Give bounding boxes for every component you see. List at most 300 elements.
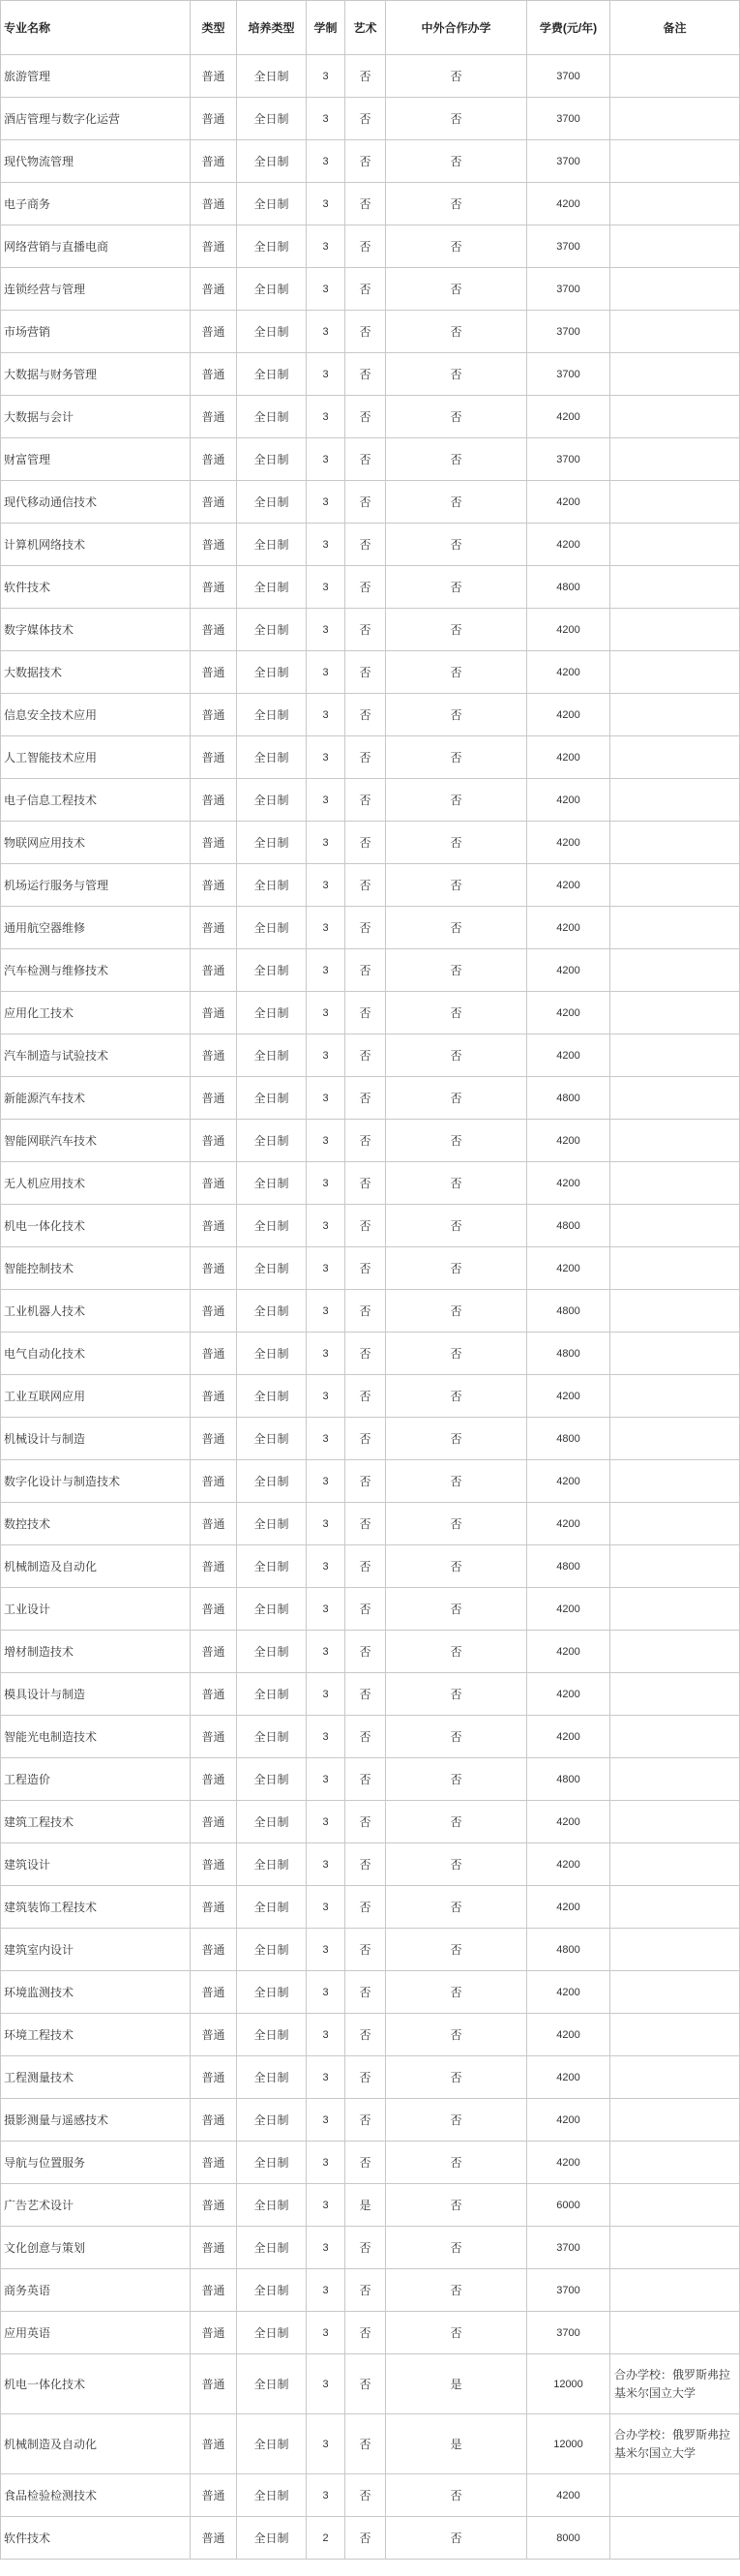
cell-note: 合办学校：俄罗斯弗拉基米尔国立大学 [610, 2414, 740, 2474]
cell-coop: 否 [386, 822, 527, 864]
cell-coop: 否 [386, 1034, 527, 1077]
cell-length: 3 [307, 2142, 345, 2184]
cell-art: 否 [345, 2414, 386, 2474]
cell-fee: 4200 [527, 949, 610, 992]
cell-fee: 4200 [527, 1247, 610, 1290]
cell-length: 3 [307, 1631, 345, 1673]
cell-length: 3 [307, 992, 345, 1034]
cell-mode: 全日制 [237, 225, 307, 268]
cell-mode: 全日制 [237, 1716, 307, 1758]
cell-type: 普通 [191, 1418, 237, 1460]
cell-fee: 4800 [527, 1290, 610, 1333]
cell-art: 否 [345, 2227, 386, 2269]
cell-note [610, 1503, 740, 1545]
cell-name: 连锁经营与管理 [1, 268, 191, 311]
cell-length: 3 [307, 481, 345, 524]
cell-mode: 全日制 [237, 1801, 307, 1843]
cell-mode: 全日制 [237, 55, 307, 98]
cell-note [610, 2312, 740, 2354]
cell-coop: 否 [386, 609, 527, 651]
cell-fee: 3700 [527, 225, 610, 268]
cell-name: 智能控制技术 [1, 1247, 191, 1290]
cell-art: 否 [345, 2354, 386, 2414]
cell-name: 市场营销 [1, 311, 191, 353]
cell-length: 3 [307, 2269, 345, 2312]
header-length: 学制 [307, 1, 345, 55]
cell-note [610, 353, 740, 396]
cell-fee: 3700 [527, 55, 610, 98]
cell-name: 建筑装饰工程技术 [1, 1886, 191, 1929]
cell-name: 模具设计与制造 [1, 1673, 191, 1716]
cell-length: 3 [307, 2312, 345, 2354]
cell-length: 3 [307, 183, 345, 225]
cell-coop: 否 [386, 2184, 527, 2227]
cell-type: 普通 [191, 779, 237, 822]
cell-coop: 否 [386, 1333, 527, 1375]
cell-art: 否 [345, 566, 386, 609]
cell-type: 普通 [191, 2312, 237, 2354]
cell-fee: 4200 [527, 396, 610, 438]
cell-name: 旅游管理 [1, 55, 191, 98]
cell-type: 普通 [191, 1120, 237, 1162]
cell-fee: 3700 [527, 311, 610, 353]
cell-length: 3 [307, 609, 345, 651]
cell-mode: 全日制 [237, 1971, 307, 2014]
table-row [1, 864, 740, 907]
cell-length: 3 [307, 353, 345, 396]
cell-note [610, 1290, 740, 1333]
cell-type: 普通 [191, 268, 237, 311]
cell-art: 否 [345, 1418, 386, 1460]
table-row [1, 2414, 740, 2474]
cell-mode: 全日制 [237, 438, 307, 481]
cell-type: 普通 [191, 694, 237, 736]
cell-coop: 否 [386, 1929, 527, 1971]
table-row [1, 822, 740, 864]
cell-fee: 4200 [527, 822, 610, 864]
table-row [1, 1758, 740, 1801]
cell-art: 否 [345, 438, 386, 481]
cell-fee: 4800 [527, 1545, 610, 1588]
cell-art: 否 [345, 1375, 386, 1418]
cell-length: 3 [307, 1971, 345, 2014]
cell-art: 否 [345, 311, 386, 353]
cell-type: 普通 [191, 1247, 237, 1290]
cell-type: 普通 [191, 1545, 237, 1588]
cell-coop: 否 [386, 1545, 527, 1588]
cell-art: 否 [345, 779, 386, 822]
cell-art: 否 [345, 1929, 386, 1971]
cell-name: 智能光电制造技术 [1, 1716, 191, 1758]
cell-fee: 4200 [527, 1631, 610, 1673]
cell-fee: 4200 [527, 2056, 610, 2099]
cell-note [610, 1971, 740, 2014]
cell-mode: 全日制 [237, 1588, 307, 1631]
cell-mode: 全日制 [237, 1843, 307, 1886]
cell-name: 通用航空器维修 [1, 907, 191, 949]
cell-type: 普通 [191, 55, 237, 98]
cell-mode: 全日制 [237, 1162, 307, 1205]
cell-type: 普通 [191, 311, 237, 353]
cell-fee: 4200 [527, 694, 610, 736]
cell-name: 机电一体化技术 [1, 2354, 191, 2414]
table-row [1, 524, 740, 566]
cell-name: 工业设计 [1, 1588, 191, 1631]
cell-type: 普通 [191, 1162, 237, 1205]
table-row [1, 1290, 740, 1333]
cell-type: 普通 [191, 1290, 237, 1333]
cell-art: 否 [345, 736, 386, 779]
table-row [1, 1843, 740, 1886]
table-row [1, 2099, 740, 2142]
cell-length: 3 [307, 779, 345, 822]
cell-fee: 4200 [527, 1716, 610, 1758]
cell-mode: 全日制 [237, 140, 307, 183]
cell-fee: 4200 [527, 481, 610, 524]
cell-coop: 否 [386, 1077, 527, 1120]
cell-fee: 4200 [527, 1971, 610, 2014]
cell-type: 普通 [191, 438, 237, 481]
cell-type: 普通 [191, 949, 237, 992]
cell-type: 普通 [191, 98, 237, 140]
cell-note [610, 1375, 740, 1418]
cell-fee: 4200 [527, 1503, 610, 1545]
cell-art: 否 [345, 98, 386, 140]
cell-art: 否 [345, 1162, 386, 1205]
cell-coop: 否 [386, 2517, 527, 2560]
cell-fee: 4200 [527, 1673, 610, 1716]
cell-mode: 全日制 [237, 1929, 307, 1971]
cell-coop: 否 [386, 225, 527, 268]
cell-name: 计算机网络技术 [1, 524, 191, 566]
cell-coop: 否 [386, 2142, 527, 2184]
cell-note: 合办学校：俄罗斯弗拉基米尔国立大学 [610, 2354, 740, 2414]
cell-mode: 全日制 [237, 1077, 307, 1120]
cell-mode: 全日制 [237, 2354, 307, 2414]
cell-mode: 全日制 [237, 2184, 307, 2227]
cell-name: 机械设计与制造 [1, 1418, 191, 1460]
cell-coop: 否 [386, 1886, 527, 1929]
table-row [1, 1205, 740, 1247]
cell-art: 否 [345, 609, 386, 651]
cell-name: 电子商务 [1, 183, 191, 225]
cell-coop: 否 [386, 566, 527, 609]
cell-note [610, 1843, 740, 1886]
cell-length: 3 [307, 1077, 345, 1120]
cell-name: 酒店管理与数字化运营 [1, 98, 191, 140]
cell-note [610, 1801, 740, 1843]
cell-note [610, 524, 740, 566]
table-row [1, 140, 740, 183]
table-row [1, 98, 740, 140]
cell-mode: 全日制 [237, 2269, 307, 2312]
cell-length: 3 [307, 1418, 345, 1460]
cell-art: 否 [345, 1716, 386, 1758]
cell-coop: 否 [386, 2312, 527, 2354]
cell-type: 普通 [191, 1588, 237, 1631]
cell-note [610, 1673, 740, 1716]
cell-art: 否 [345, 1034, 386, 1077]
cell-coop: 否 [386, 2474, 527, 2517]
cell-name: 文化创意与策划 [1, 2227, 191, 2269]
cell-fee: 4800 [527, 1205, 610, 1247]
cell-note [610, 1631, 740, 1673]
cell-type: 普通 [191, 2099, 237, 2142]
cell-mode: 全日制 [237, 524, 307, 566]
cell-fee: 4200 [527, 1162, 610, 1205]
cell-type: 普通 [191, 907, 237, 949]
cell-type: 普通 [191, 1503, 237, 1545]
cell-type: 普通 [191, 651, 237, 694]
cell-art: 否 [345, 183, 386, 225]
table-row [1, 2474, 740, 2517]
cell-mode: 全日制 [237, 1247, 307, 1290]
cell-type: 普通 [191, 1077, 237, 1120]
cell-art: 否 [345, 2517, 386, 2560]
cell-type: 普通 [191, 183, 237, 225]
cell-name: 机械制造及自动化 [1, 1545, 191, 1588]
cell-mode: 全日制 [237, 2517, 307, 2560]
cell-fee: 4800 [527, 1333, 610, 1375]
cell-name: 人工智能技术应用 [1, 736, 191, 779]
cell-note [610, 949, 740, 992]
cell-coop: 否 [386, 736, 527, 779]
cell-length: 3 [307, 2354, 345, 2414]
cell-name: 大数据与财务管理 [1, 353, 191, 396]
cell-type: 普通 [191, 2354, 237, 2414]
table-row [1, 779, 740, 822]
table-header [1, 1, 740, 55]
table-row [1, 2014, 740, 2056]
cell-type: 普通 [191, 2227, 237, 2269]
cell-type: 普通 [191, 1843, 237, 1886]
cell-note [610, 1120, 740, 1162]
cell-length: 3 [307, 2474, 345, 2517]
header-type: 类型 [191, 1, 237, 55]
cell-type: 普通 [191, 2184, 237, 2227]
cell-fee: 4200 [527, 2099, 610, 2142]
cell-coop: 否 [386, 1503, 527, 1545]
cell-fee: 4800 [527, 1077, 610, 1120]
cell-length: 3 [307, 140, 345, 183]
cell-mode: 全日制 [237, 2099, 307, 2142]
cell-name: 无人机应用技术 [1, 1162, 191, 1205]
cell-mode: 全日制 [237, 2414, 307, 2474]
cell-mode: 全日制 [237, 481, 307, 524]
cell-mode: 全日制 [237, 779, 307, 822]
cell-art: 否 [345, 907, 386, 949]
cell-name: 环境工程技术 [1, 2014, 191, 2056]
cell-type: 普通 [191, 1716, 237, 1758]
cell-fee: 4200 [527, 907, 610, 949]
table-row [1, 949, 740, 992]
table-row [1, 1503, 740, 1545]
cell-name: 大数据与会计 [1, 396, 191, 438]
cell-coop: 否 [386, 183, 527, 225]
cell-mode: 全日制 [237, 736, 307, 779]
cell-name: 机场运行服务与管理 [1, 864, 191, 907]
cell-note [610, 1247, 740, 1290]
cell-length: 2 [307, 2517, 345, 2560]
cell-name: 广告艺术设计 [1, 2184, 191, 2227]
cell-mode: 全日制 [237, 98, 307, 140]
cell-mode: 全日制 [237, 566, 307, 609]
cell-type: 普通 [191, 1673, 237, 1716]
cell-art: 否 [345, 1205, 386, 1247]
cell-length: 3 [307, 1375, 345, 1418]
cell-mode: 全日制 [237, 822, 307, 864]
cell-fee: 4200 [527, 1460, 610, 1503]
cell-type: 普通 [191, 566, 237, 609]
cell-name: 数控技术 [1, 1503, 191, 1545]
cell-art: 否 [345, 2014, 386, 2056]
cell-length: 3 [307, 2099, 345, 2142]
cell-note [610, 2474, 740, 2517]
cell-note [610, 183, 740, 225]
cell-coop: 否 [386, 1460, 527, 1503]
cell-coop: 否 [386, 1673, 527, 1716]
cell-name: 工程测量技术 [1, 2056, 191, 2099]
cell-mode: 全日制 [237, 1120, 307, 1162]
cell-note [610, 1758, 740, 1801]
cell-note [610, 1545, 740, 1588]
cell-note [610, 2184, 740, 2227]
cell-fee: 4200 [527, 183, 610, 225]
table-row [1, 481, 740, 524]
cell-note [610, 1162, 740, 1205]
table-row [1, 694, 740, 736]
cell-note [610, 992, 740, 1034]
cell-art: 否 [345, 481, 386, 524]
cell-type: 普通 [191, 2517, 237, 2560]
table-row [1, 1077, 740, 1120]
cell-mode: 全日制 [237, 1034, 307, 1077]
cell-mode: 全日制 [237, 1333, 307, 1375]
cell-coop: 否 [386, 694, 527, 736]
cell-note [610, 1077, 740, 1120]
cell-note [610, 1716, 740, 1758]
cell-length: 3 [307, 1929, 345, 1971]
cell-name: 电子信息工程技术 [1, 779, 191, 822]
table-row [1, 1673, 740, 1716]
cell-length: 3 [307, 1545, 345, 1588]
cell-length: 3 [307, 1588, 345, 1631]
cell-name: 汽车制造与试验技术 [1, 1034, 191, 1077]
cell-note [610, 864, 740, 907]
table-row [1, 1034, 740, 1077]
cell-coop: 否 [386, 1631, 527, 1673]
cell-name: 应用化工技术 [1, 992, 191, 1034]
cell-art: 否 [345, 992, 386, 1034]
table-row [1, 2312, 740, 2354]
cell-length: 3 [307, 566, 345, 609]
cell-coop: 是 [386, 2354, 527, 2414]
cell-type: 普通 [191, 1034, 237, 1077]
cell-art: 否 [345, 140, 386, 183]
cell-length: 3 [307, 438, 345, 481]
cell-mode: 全日制 [237, 2014, 307, 2056]
table-row [1, 2142, 740, 2184]
cell-mode: 全日制 [237, 2227, 307, 2269]
cell-note [610, 311, 740, 353]
cell-fee: 4200 [527, 651, 610, 694]
cell-type: 普通 [191, 822, 237, 864]
table-row [1, 2056, 740, 2099]
cell-note [610, 2056, 740, 2099]
cell-mode: 全日制 [237, 651, 307, 694]
cell-fee: 3700 [527, 2312, 610, 2354]
header-coop: 中外合作办学 [386, 1, 527, 55]
cell-coop: 否 [386, 779, 527, 822]
cell-art: 否 [345, 353, 386, 396]
cell-type: 普通 [191, 1971, 237, 2014]
cell-name: 增材制造技术 [1, 1631, 191, 1673]
table-row [1, 183, 740, 225]
cell-mode: 全日制 [237, 183, 307, 225]
cell-name: 网络营销与直播电商 [1, 225, 191, 268]
header-fee: 学费(元/年) [527, 1, 610, 55]
cell-note [610, 438, 740, 481]
cell-art: 否 [345, 1673, 386, 1716]
cell-coop: 是 [386, 2414, 527, 2474]
cell-note [610, 396, 740, 438]
cell-name: 软件技术 [1, 566, 191, 609]
cell-art: 否 [345, 2142, 386, 2184]
table-row [1, 438, 740, 481]
cell-art: 否 [345, 1588, 386, 1631]
cell-note [610, 2099, 740, 2142]
cell-fee: 4200 [527, 1843, 610, 1886]
table-row [1, 1588, 740, 1631]
cell-length: 3 [307, 736, 345, 779]
cell-coop: 否 [386, 1290, 527, 1333]
cell-type: 普通 [191, 1886, 237, 1929]
cell-coop: 否 [386, 268, 527, 311]
table-body [1, 55, 740, 2560]
cell-coop: 否 [386, 949, 527, 992]
cell-length: 3 [307, 694, 345, 736]
cell-length: 3 [307, 98, 345, 140]
cell-fee: 4800 [527, 1929, 610, 1971]
cell-art: 否 [345, 1971, 386, 2014]
cell-type: 普通 [191, 353, 237, 396]
cell-note [610, 2014, 740, 2056]
cell-mode: 全日制 [237, 694, 307, 736]
cell-mode: 全日制 [237, 864, 307, 907]
cell-type: 普通 [191, 225, 237, 268]
cell-fee: 4200 [527, 524, 610, 566]
cell-fee: 4200 [527, 864, 610, 907]
cell-coop: 否 [386, 1247, 527, 1290]
cell-art: 否 [345, 1290, 386, 1333]
cell-note [610, 2142, 740, 2184]
cell-note [610, 1929, 740, 1971]
cell-coop: 否 [386, 1205, 527, 1247]
cell-mode: 全日制 [237, 907, 307, 949]
cell-type: 普通 [191, 736, 237, 779]
cell-art: 否 [345, 1801, 386, 1843]
cell-length: 3 [307, 1162, 345, 1205]
cell-type: 普通 [191, 2414, 237, 2474]
table-row [1, 1247, 740, 1290]
cell-type: 普通 [191, 609, 237, 651]
table-row [1, 2354, 740, 2414]
cell-note [610, 822, 740, 864]
cell-name: 建筑工程技术 [1, 1801, 191, 1843]
cell-art: 否 [345, 396, 386, 438]
cell-length: 3 [307, 1247, 345, 1290]
cell-length: 3 [307, 864, 345, 907]
